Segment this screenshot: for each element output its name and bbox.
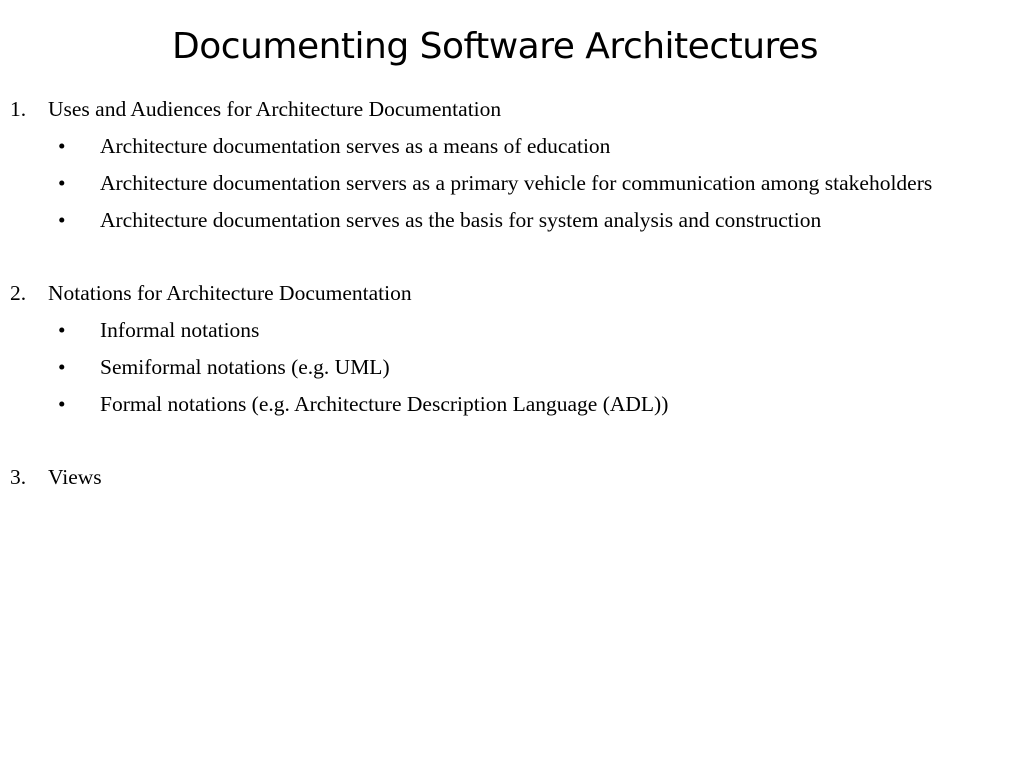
section-number: 1. — [10, 97, 27, 121]
bullet-dot: • — [58, 392, 66, 416]
bullet-text: Architecture documentation serves as the basis for system analysis and construction — [100, 208, 822, 232]
bullet-text: Architecture documentation serves as a means of education — [100, 134, 611, 158]
section-heading-text: Uses and Audiences for Architecture Documentation — [48, 97, 502, 121]
section-heading — [10, 278, 1010, 308]
section-views — [10, 462, 1010, 492]
bullet-text: Semiformal notations (e.g. UML) — [100, 355, 390, 379]
section-heading-text: Notations for Architecture Documentation — [48, 281, 412, 305]
bullet-dot: • — [58, 208, 66, 232]
bullet-list — [10, 131, 1010, 235]
bullet-dot: • — [58, 134, 66, 158]
section-number: 2. — [10, 281, 27, 305]
section-uses-and-audiences — [10, 94, 1010, 235]
section-heading — [10, 462, 1010, 492]
bullet-item — [10, 168, 1010, 198]
bullet-dot: • — [58, 171, 66, 195]
bullet-text: Architecture documentation servers as a primary vehicle for communication among stakeholders — [100, 171, 933, 195]
bullet-dot: • — [58, 318, 66, 342]
bullet-text: Informal notations — [100, 318, 260, 342]
section-heading-text: Views — [48, 465, 102, 489]
bullet-item — [10, 389, 1010, 419]
bullet-item — [10, 352, 1010, 382]
section-heading — [10, 94, 1010, 124]
slide-title: Documenting Software Architectures — [172, 26, 818, 67]
bullet-item — [10, 205, 1010, 235]
bullet-item — [10, 131, 1010, 161]
section-notations — [10, 278, 1010, 419]
bullet-dot: • — [58, 355, 66, 379]
slide-content — [10, 94, 1010, 535]
bullet-item — [10, 315, 1010, 345]
section-number: 3. — [10, 465, 27, 489]
bullet-text: Formal notations (e.g. Architecture Description Language (ADL)) — [100, 392, 669, 416]
bullet-list — [10, 315, 1010, 419]
